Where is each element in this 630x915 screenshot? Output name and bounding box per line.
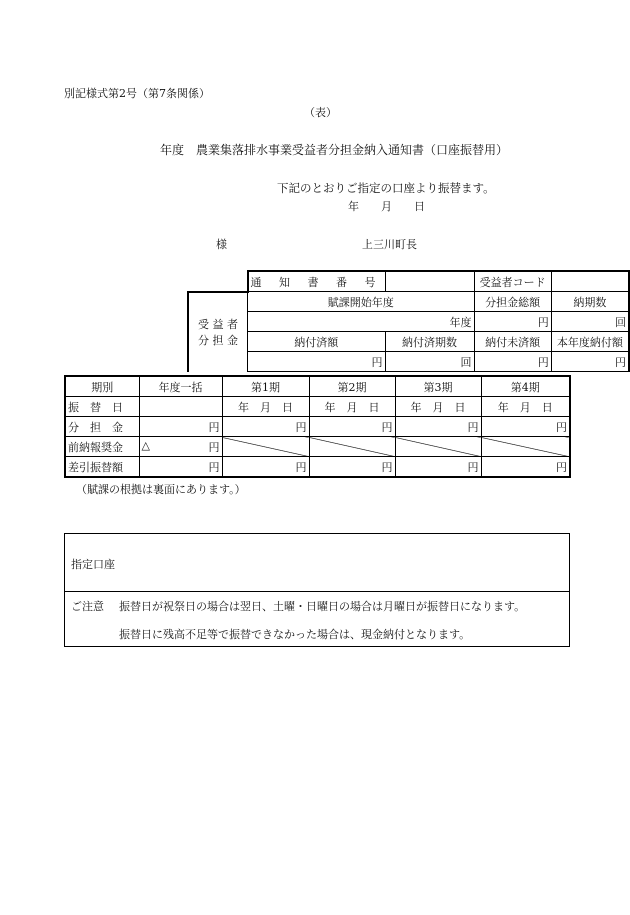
p3-date: 年 月 日 xyxy=(410,400,466,414)
p2-burden-yen: 円 xyxy=(381,420,393,434)
unpaid-label: 納付未済額 xyxy=(485,335,541,349)
schedule-table xyxy=(64,375,571,478)
start-year-label: 賦課開始年度 xyxy=(327,295,394,309)
p1-net-yen: 円 xyxy=(295,460,307,474)
p4-prepay-slash xyxy=(481,437,570,457)
lump-burden-yen: 円 xyxy=(208,420,220,434)
notice-line-2: 振替日に残高不足等で振替できなかった場合は、現金納付となります。 xyxy=(119,628,471,641)
row-transfer-date-label: 振 替 日 xyxy=(68,400,123,414)
this-year-label: 本年度納付額 xyxy=(556,335,623,349)
total-label: 分担金総額 xyxy=(485,295,541,309)
periods-label: 納期数 xyxy=(573,295,607,309)
prepay-triangle: △ xyxy=(141,438,150,452)
p4-date: 年 月 日 xyxy=(497,400,553,414)
paid-periods-label: 納付済期数 xyxy=(402,335,457,349)
unpaid-yen: 円 xyxy=(537,355,549,369)
intro-text: 下記のとおりご指定の口座より振替ます。 xyxy=(277,181,495,195)
notice-no-cell xyxy=(385,271,474,292)
account-label: 指定口座 xyxy=(71,558,115,571)
header-p3: 第3期 xyxy=(423,380,453,394)
p1-date: 年 月 日 xyxy=(238,400,293,414)
lump-net-yen: 円 xyxy=(208,460,220,474)
side-label: （表） xyxy=(304,106,337,119)
basis-note: （賦課の根拠は裏面にあります。） xyxy=(76,483,246,496)
p3-prepay-slash xyxy=(395,437,481,457)
issue-date: 年 月 日 xyxy=(348,200,425,213)
burden-label-1: 受 益 者 xyxy=(198,318,238,331)
paid-label: 納付済額 xyxy=(294,335,339,349)
p2-net-yen: 円 xyxy=(381,460,393,474)
code-label: 受益者コード xyxy=(479,275,546,289)
form-number: 別記様式第2号（第7条関係） xyxy=(64,87,210,100)
account-box xyxy=(64,533,570,647)
start-year-unit: 年度 xyxy=(449,315,472,329)
notice-label: ご注意 xyxy=(71,600,104,613)
account-divider xyxy=(65,591,569,592)
notice-line-1: 振替日が祝祭日の場合は翌日、土曜・日曜日の場合は月曜日が振替日になります。 xyxy=(119,600,526,613)
p4-net-yen: 円 xyxy=(556,460,567,474)
header-p2: 第2期 xyxy=(337,380,367,394)
header-p1: 第1期 xyxy=(251,380,280,394)
p2-prepay-slash xyxy=(309,437,395,457)
header-lump: 年度一括 xyxy=(158,380,203,394)
p3-net-yen: 円 xyxy=(467,460,479,474)
paid-times: 回 xyxy=(460,355,472,369)
p1-burden-yen: 円 xyxy=(295,420,307,434)
addressee-suffix: 様 xyxy=(216,238,227,251)
code-cell xyxy=(551,271,629,292)
p3-burden-yen: 円 xyxy=(467,420,479,434)
page-title: 年度 農業集落排水事業受益者分担金納入通知書（口座振替用） xyxy=(160,143,509,157)
row-prepay-label: 前納報奨金 xyxy=(68,440,123,454)
burden-label-2: 分 担 金 xyxy=(198,334,238,347)
p1-prepay-slash xyxy=(222,437,309,457)
prepay-yen: 円 xyxy=(208,440,220,454)
p4-burden-yen: 円 xyxy=(556,420,567,434)
row-net-label: 差引振替額 xyxy=(68,460,123,474)
row-burden-label: 分 担 金 xyxy=(68,420,123,434)
issuer-name: 上三川町長 xyxy=(362,238,417,251)
notice-no-label: 通 知 書 番 号 xyxy=(250,275,383,289)
header-p4: 第4期 xyxy=(510,380,540,394)
p2-date: 年 月 日 xyxy=(324,400,380,414)
burden-table xyxy=(187,270,630,372)
paid-yen: 円 xyxy=(371,355,383,369)
total-yen: 円 xyxy=(537,315,549,329)
this-year-yen: 円 xyxy=(615,355,626,369)
periods-unit: 回 xyxy=(615,315,626,329)
header-period: 期別 xyxy=(91,380,114,394)
lump-date-cell xyxy=(139,397,222,417)
